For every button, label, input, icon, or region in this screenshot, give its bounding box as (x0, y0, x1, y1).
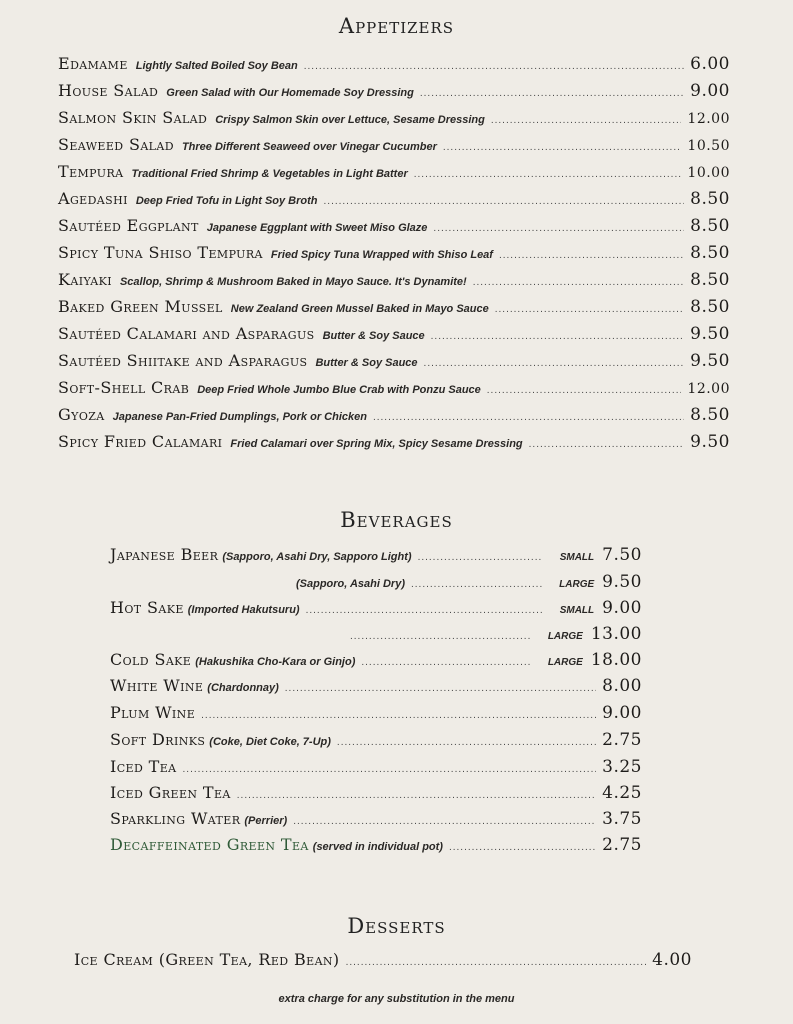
item-name: Ice Cream (Green Tea, Red Bean) (74, 950, 340, 969)
item-description: Scallop, Shrimp & Mushroom Baked in Mayo Sauce. It's Dynamite! (119, 276, 467, 288)
item-price: 9.50 (602, 572, 642, 592)
dot-leader (443, 142, 682, 153)
dot-leader (449, 842, 596, 853)
dot-leader (473, 277, 684, 288)
menu-item (58, 54, 730, 74)
item-price: 8.50 (690, 405, 730, 425)
item-name: Decaffeinated Green Tea (110, 835, 309, 854)
dot-leader (306, 605, 543, 616)
item-description: (Perrier) (244, 815, 288, 827)
dot-leader (350, 631, 531, 642)
item-name: Gyoza (58, 405, 105, 424)
item-name: Spicy Fried Calamari (58, 432, 223, 451)
item-price: 8.50 (690, 216, 730, 236)
appetizers-heading: Appetizers (338, 14, 455, 38)
item-name: Sautéed Eggplant (58, 216, 199, 235)
item-price: 13.00 (590, 624, 642, 644)
dot-leader (373, 412, 684, 423)
beverage-item (110, 598, 642, 618)
item-price: 8.50 (690, 189, 730, 209)
dot-leader (487, 385, 682, 396)
dot-leader (183, 764, 597, 775)
beverage-item (110, 730, 642, 750)
item-description: Deep Fried Tofu in Light Soy Broth (135, 195, 318, 207)
item-description: (Sapporo, Asahi Dry) (296, 578, 405, 590)
item-name: Iced Tea (110, 757, 177, 776)
item-price: 4.00 (652, 950, 692, 970)
menu-item (58, 351, 730, 371)
dot-leader (324, 196, 685, 207)
item-name: Sautéed Shiitake and Asparagus (58, 351, 308, 370)
item-price: 18.00 (590, 650, 642, 670)
item-name: Cold Sake (110, 650, 192, 669)
item-price: 6.00 (690, 54, 730, 74)
item-price: 9.50 (690, 324, 730, 344)
dot-leader (433, 223, 684, 234)
item-price: 7.50 (602, 545, 642, 565)
item-price: 12.00 (687, 111, 730, 127)
item-name: Edamame (58, 54, 128, 73)
item-description: (Imported Hakutsuru) (187, 604, 300, 616)
item-description: Fried Spicy Tuna Wrapped with Shiso Leaf (270, 249, 493, 261)
item-name: Baked Green Mussel (58, 297, 223, 316)
dot-leader (414, 169, 682, 180)
item-price: 9.00 (602, 598, 642, 618)
item-description: Crispy Salmon Skin over Lettuce, Sesame Dressing (215, 114, 485, 126)
item-description: (Hakushika Cho-Kara or Ginjo) (195, 656, 356, 668)
item-description: Butter & Soy Sauce (322, 330, 425, 342)
item-name: Kaiyaki (58, 270, 112, 289)
item-price: 9.50 (690, 432, 730, 452)
item-description: New Zealand Green Mussel Baked in Mayo Sauce (230, 303, 489, 315)
item-description: Butter & Soy Sauce (315, 357, 418, 369)
menu-item (58, 324, 730, 344)
item-description: Deep Fried Whole Jumbo Blue Crab with Ponzu Sauce (197, 384, 481, 396)
item-price: 10.00 (687, 165, 730, 181)
item-description: Green Salad with Our Homemade Soy Dressing (166, 87, 414, 99)
footer-note: extra charge for any substitution in the menu (278, 993, 515, 1005)
item-price: 2.75 (602, 730, 642, 750)
beverages-heading: Beverages (340, 508, 453, 532)
item-price: 8.50 (690, 297, 730, 317)
menu-item (58, 189, 730, 209)
item-size: SMALL (559, 552, 595, 563)
dot-leader (418, 552, 543, 563)
item-name: Iced Green Tea (110, 783, 231, 802)
item-description: (Sapporo, Asahi Dry, Sapporo Light) (222, 551, 412, 563)
dot-leader (529, 439, 685, 450)
dot-leader (431, 331, 684, 342)
item-size: SMALL (559, 605, 595, 616)
beverage-item (110, 703, 642, 723)
item-price: 3.25 (602, 757, 642, 777)
item-description: Japanese Pan-Fried Dumplings, Pork or Chicken (112, 411, 367, 423)
dot-leader (285, 683, 596, 694)
item-price: 9.00 (602, 703, 642, 723)
item-description: (served in individual pot) (312, 841, 443, 853)
item-description: (Coke, Diet Coke, 7-Up) (209, 736, 331, 748)
item-name: Agedashi (58, 189, 128, 208)
dessert-item (74, 950, 692, 970)
item-name: Sparkling Water (110, 809, 241, 828)
item-description: (Chardonnay) (207, 682, 279, 694)
item-name: Sautéed Calamari and Asparagus (58, 324, 315, 343)
dot-leader (491, 115, 682, 126)
beverage-item (110, 783, 642, 803)
menu-item (58, 108, 730, 127)
desserts-heading: Desserts (347, 914, 446, 938)
item-name: White Wine (110, 676, 204, 695)
beverage-item (296, 572, 642, 592)
item-price: 8.50 (690, 243, 730, 263)
menu-item (58, 216, 730, 236)
menu-item (58, 378, 730, 397)
item-name: Soft-Shell Crab (58, 378, 190, 397)
item-price: 8.00 (602, 676, 642, 696)
item-name: Salmon Skin Salad (58, 108, 208, 127)
item-name: Seaweed Salad (58, 135, 174, 154)
item-description: Three Different Seaweed over Vinegar Cucumber (181, 141, 437, 153)
item-size: LARGE (547, 657, 583, 668)
dot-leader (337, 737, 596, 748)
menu-item (58, 243, 730, 263)
item-price: 2.75 (602, 835, 642, 855)
item-name: Hot Sake (110, 598, 184, 617)
menu-item (58, 297, 730, 317)
item-name: Spicy Tuna Shiso Tempura (58, 243, 263, 262)
beverage-item (110, 757, 642, 777)
menu-item (58, 81, 730, 101)
dot-leader (361, 657, 530, 668)
item-price: 4.25 (602, 783, 642, 803)
dot-leader (304, 61, 684, 72)
item-name: Japanese Beer (110, 545, 219, 564)
item-price: 9.00 (690, 81, 730, 101)
item-description: Traditional Fried Shrimp & Vegetables in Light Batter (131, 168, 408, 180)
item-name: Tempura (58, 162, 124, 181)
dot-leader (499, 250, 684, 261)
item-name: Plum Wine (110, 703, 196, 722)
item-name: House Salad (58, 81, 159, 100)
beverage-item (110, 835, 642, 855)
item-price: 3.75 (602, 809, 642, 829)
menu-item (58, 432, 730, 452)
item-description: Fried Calamari over Spring Mix, Spicy Sesame Dressing (230, 438, 523, 450)
menu-item (58, 270, 730, 290)
item-size: LARGE (547, 631, 583, 642)
beverage-item (110, 545, 642, 565)
item-price: 10.50 (687, 138, 730, 154)
dot-leader (237, 790, 596, 801)
dot-leader (411, 579, 542, 590)
beverage-item (350, 624, 642, 644)
item-name: Soft Drinks (110, 730, 206, 749)
dot-leader (424, 358, 685, 369)
dot-leader (495, 304, 684, 315)
menu-item (58, 405, 730, 425)
item-size: LARGE (559, 579, 595, 590)
menu-item (58, 162, 730, 181)
item-price: 12.00 (687, 381, 730, 397)
item-description: Japanese Eggplant with Sweet Miso Glaze (206, 222, 428, 234)
beverage-item (110, 676, 642, 696)
dot-leader (293, 816, 596, 827)
menu-item (58, 135, 730, 154)
dot-leader (420, 88, 684, 99)
dot-leader (201, 710, 596, 721)
item-price: 9.50 (690, 351, 730, 371)
beverage-item (110, 809, 642, 829)
item-price: 8.50 (690, 270, 730, 290)
dot-leader (346, 957, 647, 968)
item-description: Lightly Salted Boiled Soy Bean (135, 60, 298, 72)
beverage-item (110, 650, 642, 670)
